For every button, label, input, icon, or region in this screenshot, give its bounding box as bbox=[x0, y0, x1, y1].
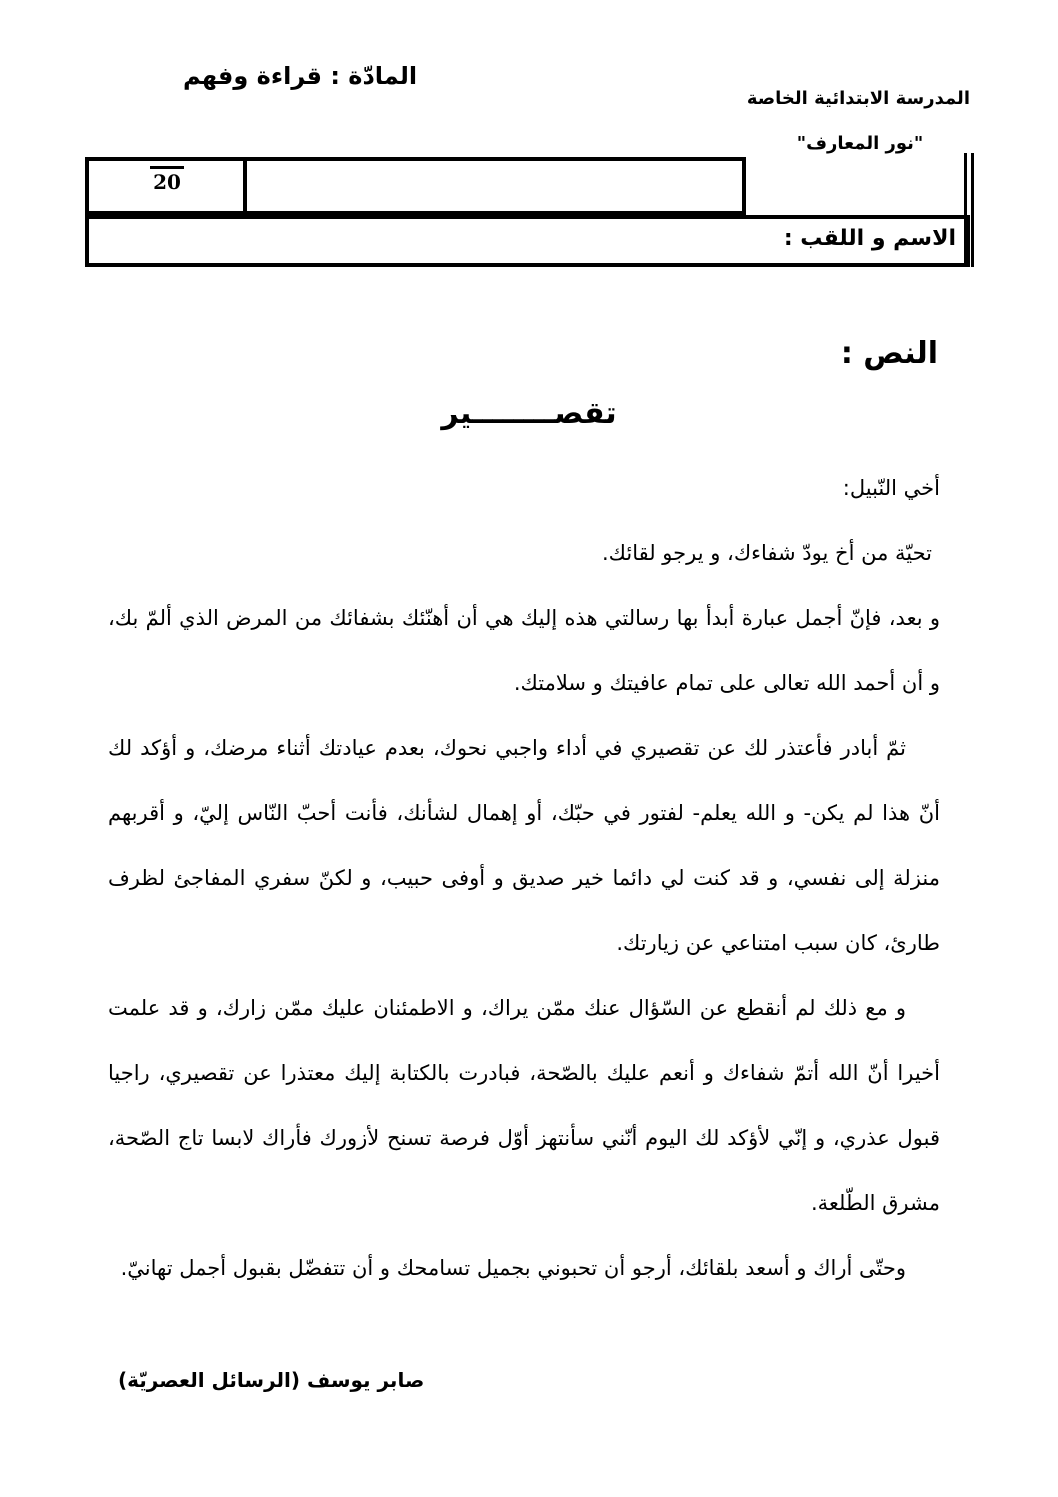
school-name-line1: المدرسة الابتدائية الخاصة bbox=[746, 88, 970, 109]
author-signature: صابر يوسف (الرسائل العصريّة) bbox=[118, 1368, 425, 1392]
letter-paragraph: ثمّ أبادر فأعتذر لك عن تقصيري في أداء واجبي نحوك، بعدم عيادتك أثناء مرضك، و أؤكد لك أنّ هذا لم يكن- و الله يعلم- لفتور في حبّك، أو إهمال لشأنك، فأنت أحبّ النّاس إليّ، و أقربهم منزلة إلى نفسي، و قد كنت لي دائما خير صديق و أوفى حبيب، و لكنّ سفري المفاجئ لظرف طارئ، كان سبب امتناعي عن زيارتك. bbox=[108, 736, 940, 955]
letter-paragraph: وحتّى أراك و أسعد بلقائك، أرجو أن تحبوني بجميل تسامحك و أن تتفضّل بقبول أجمل تهانيّ. bbox=[120, 1256, 906, 1280]
score-table bbox=[85, 157, 746, 215]
name-field-label: الاسم و اللقب : bbox=[783, 226, 956, 251]
school-name-block bbox=[746, 88, 970, 154]
score-cell-divider bbox=[243, 161, 247, 211]
letter-paragraph: تحيّة من أخ يودّ شفاءك، و يرجو لقائك. bbox=[601, 541, 932, 565]
name-field-row bbox=[85, 215, 970, 267]
letter-body bbox=[108, 456, 940, 1301]
score-denominator: 20 bbox=[150, 166, 184, 193]
subject-heading: المادّة : قراءة وفهم bbox=[183, 62, 418, 90]
letter-salutation: أخي النّبيل: bbox=[842, 476, 940, 500]
school-name-line2: "نور المعارف" bbox=[796, 133, 924, 154]
letter-paragraph: و بعد، فإنّ أجمل عبارة أبدأ بها رسالتي هذه إليك هي أن أهنّئك بشفائك من المرض الذي ألمّ بك، و أن أحمد الله تعالى على تمام عافيتك و سلامتك. bbox=[108, 606, 940, 695]
table-right-double-border bbox=[971, 153, 974, 267]
letter-paragraph: و مع ذلك لم أنقطع عن السّؤال عنك ممّن يراك، و الاطمئنان عليك ممّن زارك، و قد علمت أخيرا أنّ الله أتمّ شفاءك و أنعم عليك بالصّحة، فبادرت بالكتابة إليك معتذرا عن تقصيري، راجيا قبول عذري، و إنّي لأؤكد لك اليوم أنّني سأنتهز أوّل فرصة تسنح لأزورك فأراك لابسا تاج الصّحة، مشرق الطّلعة. bbox=[108, 996, 940, 1215]
max-score bbox=[117, 166, 217, 194]
table-right-double-border bbox=[964, 153, 967, 267]
text-title: تقصــــــــير bbox=[441, 396, 617, 431]
text-section-label: النص : bbox=[840, 336, 938, 371]
